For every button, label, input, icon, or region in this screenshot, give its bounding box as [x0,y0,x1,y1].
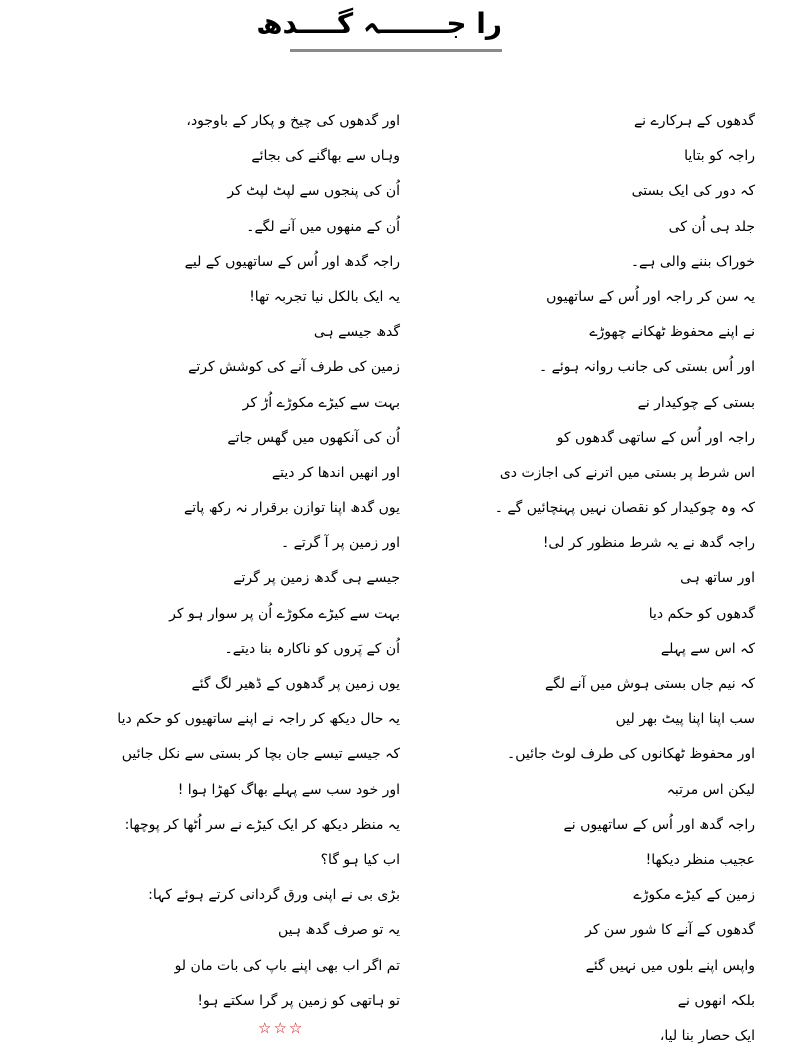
poem-line: گدھوں کے ہرکارے نے [633,113,755,129]
poem-line: اور گدھوں کی چیخ و پکار کے باوجود، [186,113,400,129]
poem-line: عجیب منظر دیکھا! [645,851,755,868]
poem-line: خوراک بننے والی ہے۔ [630,253,755,270]
poem-line: یہ حال دیکھ کر راجہ نے اپنے ساتھیوں کو حکم دیا [117,711,400,728]
poem-line: گدھوں کے آنے کا شور سن کر [585,922,755,939]
poem-line: تو ہاتھی کو زمین پر گرا سکتے ہو! [197,992,400,1009]
poem-line: اور اُس بستی کی جانب روانہ ہوئے ۔ [539,359,755,376]
poem-line: اُن کی پنجوں سے لپٹ لپٹ کر [227,183,400,200]
poem-line: یہ تو صرف گدھ ہیں [277,922,400,939]
poem-line: کہ وہ چوکیدار کو نقصان نہیں پہنچائیں گے ۔ [494,500,755,517]
poem-line: اور زمین پر آ گرتے ۔ [280,535,400,552]
poem-line: وہاں سے بھاگنے کی بجائے [251,148,400,165]
poem-line: اور ساتھ ہی [680,570,755,587]
poem-line: گدھ جیسے ہی [313,324,400,341]
poem-line: بستی کے چوکیدار نے [637,394,755,411]
poem-line: بہت سے کیڑے مکوڑے اُڑ کر [242,394,400,411]
footer-stars-icon: ☆☆☆ [258,1019,305,1037]
poem-line: اور محفوظ ٹھکانوں کی طرف لوٹ جائیں۔ [507,746,755,763]
poem-line: راجہ گدھ اور اُس کے ساتھیوں کے لیے [184,253,400,270]
poem-line: بہت سے کیڑے مکوڑے اُن پر سوار ہو کر [169,605,400,622]
poem-line: اس شرط پر بستی میں اترنے کی اجازت دی [499,464,755,481]
poem-line: گدھوں کو حکم دیا [648,605,755,622]
poem-line: جلد ہی اُن کی [668,218,755,235]
poem-line: اب کیا ہو گا؟ [320,851,400,868]
poem-line: راجہ گدھ نے یہ شرط منظور کر لی! [542,535,755,552]
page-title: را جـــــــہ گــــدھ [256,7,502,40]
poem-line: اُن کے منھوں میں آنے لگے۔ [246,218,400,235]
poem-line: اور انھیں اندھا کر دیتے [271,464,400,481]
poem-line: سب اپنا اپنا پیٹ بھر لیں [615,711,755,728]
poem-line: بڑی بی نے اپنی ورق گردانی کرتے ہوئے کہا: [148,887,400,904]
poem-line: واپس اپنے بلوں میں نہیں گئے [585,957,755,974]
poem-line: راجہ اور اُس کے ساتھی گدھوں کو [556,429,755,446]
poem-line: یہ ایک بالکل نیا تجربہ تھا! [249,288,400,305]
poem-column-left [117,104,400,1019]
poem-line: لیکن اس مرتبہ [666,781,755,798]
poem-line: زمین کی طرف آنے کی کوشش کرتے [188,359,400,376]
title-underline [290,49,502,52]
poem-line: تم اگر اب بھی اپنے باپ کی بات مان لو [174,957,400,974]
poem-line: کہ دور کی ایک بستی [631,183,755,200]
poem-line: کہ اس سے پہلے [660,640,755,657]
poem-line: یوں گدھ اپنا توازن برقرار نہ رکھ پاتے [183,500,400,517]
poem-line: کہ جیسے تیسے جان بچا کر بستی سے نکل جائیں [121,746,400,763]
poem-column-right [494,104,755,1054]
poem-line: یہ منظر دیکھ کر ایک کیڑے نے سر اُٹھا کر پوچھا: [124,816,400,833]
poem-line: اُن کی آنکھوں میں گھس جاتے [227,429,400,446]
poem-line: راجہ کو بتایا [684,148,755,165]
poem-line: یہ سن کر راجہ اور اُس کے ساتھیوں [546,288,755,305]
poem-line: یوں زمین پر گدھوں کے ڈھیر لگ گئے [191,676,400,692]
poem-line: راجہ گدھ اور اُس کے ساتھیوں نے [563,816,755,833]
poem-line: زمین کے کیڑے مکوڑے [633,887,755,904]
poem-line: ایک حصار بنا لیا، [659,1027,755,1044]
poem-line: جیسے ہی گدھ زمین پر گرتے [233,570,400,587]
poem-line: بلکہ انھوں نے [677,992,755,1009]
poem-line: کہ نیم جاں بستی ہوش میں آنے لگے [544,676,755,692]
poem-line: نے اپنے محفوظ ٹھکانے چھوڑے [589,324,755,341]
poem-line: اور خود سب سے پہلے بھاگ کھڑا ہوا ! [177,781,400,798]
poem-line: اُن کے پَروں کو ناکارہ بنا دیتے۔ [224,640,400,657]
